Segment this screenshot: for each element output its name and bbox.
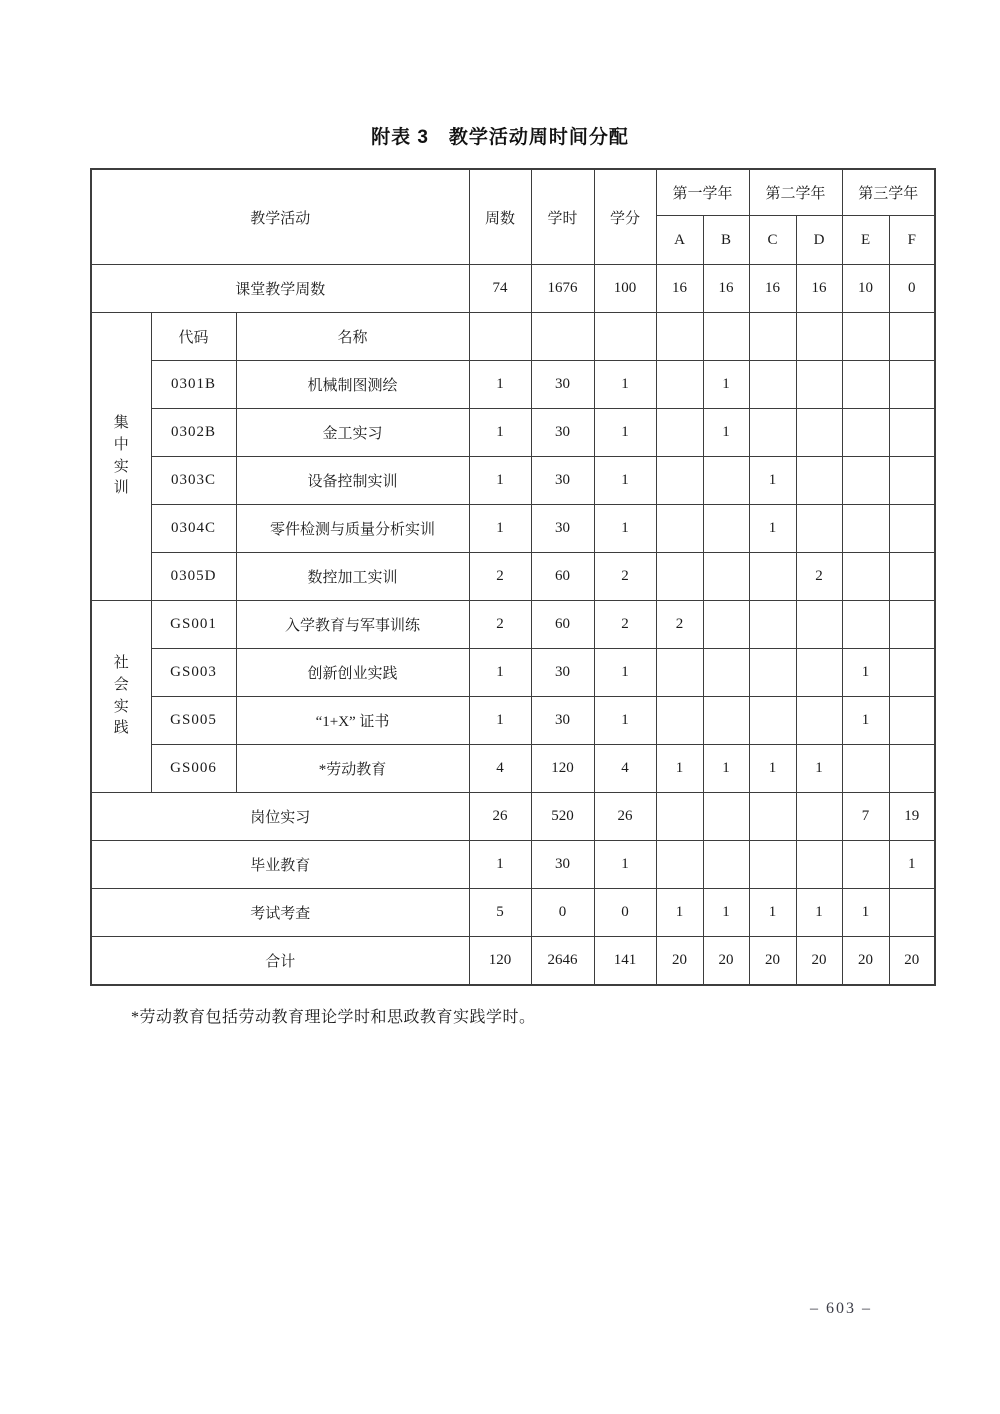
header-term-a: A [656, 216, 703, 265]
page-number: – 603 – [810, 1300, 872, 1317]
cell-term-a: 1 [656, 745, 703, 793]
cell-term-b [703, 697, 749, 745]
cell-term-c [749, 697, 796, 745]
cell-term-e: 7 [842, 793, 889, 841]
header-term-f: F [889, 216, 935, 265]
cell-term-d [796, 361, 842, 409]
group-label-vertical: 集中实训 [113, 415, 129, 497]
cell-term-f [889, 361, 935, 409]
cell-term-c [749, 841, 796, 889]
cell-term-b [703, 505, 749, 553]
cell-weeks: 120 [469, 937, 531, 986]
cell-term-f [889, 649, 935, 697]
cell-weeks: 1 [469, 697, 531, 745]
row-label: 考试考查 [91, 889, 469, 937]
cell-name: 数控加工实训 [236, 553, 469, 601]
cell-weeks: 5 [469, 889, 531, 937]
cell-name: 机械制图测绘 [236, 361, 469, 409]
row-label: 课堂教学周数 [91, 265, 469, 313]
header-term-d: D [796, 216, 842, 265]
cell-credits: 1 [594, 697, 656, 745]
cell-term-c [749, 553, 796, 601]
course-row [91, 505, 935, 553]
cell-code: GS006 [151, 745, 236, 793]
teaching-activity-table [90, 168, 936, 986]
cell-term-d [796, 841, 842, 889]
cell-term-f: 1 [889, 841, 935, 889]
cell-term-c: 1 [749, 745, 796, 793]
cell-term-a: 16 [656, 265, 703, 313]
cell-term-b: 1 [703, 889, 749, 937]
row-label: 毕业教育 [91, 841, 469, 889]
sub-header-name: 名称 [236, 313, 469, 361]
row-label: 岗位实习 [91, 793, 469, 841]
cell-term-c: 1 [749, 889, 796, 937]
header-term-e: E [842, 216, 889, 265]
sub-header-row [91, 313, 935, 361]
header-year1: 第一学年 [656, 169, 749, 216]
header-term-c: C [749, 216, 796, 265]
cell-term-e [842, 409, 889, 457]
cell-code: GS005 [151, 697, 236, 745]
cell-weeks: 1 [469, 505, 531, 553]
empty-cell [656, 313, 703, 361]
cell-code: 0305D [151, 553, 236, 601]
cell-credits: 1 [594, 649, 656, 697]
cell-term-b: 16 [703, 265, 749, 313]
header-year2: 第二学年 [749, 169, 842, 216]
cell-credits: 1 [594, 361, 656, 409]
cell-hours: 30 [531, 841, 594, 889]
cell-code: 0301B [151, 361, 236, 409]
cell-hours: 520 [531, 793, 594, 841]
cell-code: 0303C [151, 457, 236, 505]
cell-term-f: 19 [889, 793, 935, 841]
cell-term-e [842, 457, 889, 505]
cell-term-b: 1 [703, 409, 749, 457]
cell-hours: 30 [531, 457, 594, 505]
cell-hours: 0 [531, 889, 594, 937]
empty-cell [531, 313, 594, 361]
cell-term-f [889, 697, 935, 745]
cell-credits: 1 [594, 505, 656, 553]
cell-code: 0304C [151, 505, 236, 553]
cell-credits: 100 [594, 265, 656, 313]
cell-term-d [796, 457, 842, 505]
cell-term-c [749, 361, 796, 409]
cell-name: “1+X” 证书 [236, 697, 469, 745]
cell-term-e [842, 745, 889, 793]
course-row [91, 457, 935, 505]
group-concentrated-training [91, 313, 151, 601]
empty-cell [594, 313, 656, 361]
cell-term-b [703, 649, 749, 697]
cell-code: GS001 [151, 601, 236, 649]
cell-hours: 30 [531, 697, 594, 745]
course-row [91, 745, 935, 793]
course-row [91, 409, 935, 457]
cell-term-c: 1 [749, 457, 796, 505]
cell-term-e: 1 [842, 889, 889, 937]
cell-weeks: 2 [469, 553, 531, 601]
summary-row [91, 793, 935, 841]
cell-term-a [656, 793, 703, 841]
cell-term-e [842, 601, 889, 649]
cell-term-a [656, 409, 703, 457]
cell-weeks: 4 [469, 745, 531, 793]
cell-credits: 26 [594, 793, 656, 841]
cell-term-e: 10 [842, 265, 889, 313]
cell-name: 零件检测与质量分析实训 [236, 505, 469, 553]
cell-term-f [889, 889, 935, 937]
cell-term-d: 20 [796, 937, 842, 986]
cell-term-a [656, 361, 703, 409]
cell-term-b: 1 [703, 745, 749, 793]
cell-term-d [796, 697, 842, 745]
cell-term-c: 16 [749, 265, 796, 313]
cell-hours: 2646 [531, 937, 594, 986]
cell-term-e [842, 841, 889, 889]
footnote: *劳动教育包括劳动教育理论学时和思政教育实践学时。 [131, 1009, 536, 1026]
cell-term-e [842, 553, 889, 601]
cell-term-b: 1 [703, 361, 749, 409]
cell-weeks: 1 [469, 409, 531, 457]
course-row [91, 697, 935, 745]
cell-credits: 141 [594, 937, 656, 986]
cell-term-f [889, 505, 935, 553]
cell-hours: 30 [531, 361, 594, 409]
empty-cell [469, 313, 531, 361]
cell-term-d [796, 601, 842, 649]
cell-term-e [842, 361, 889, 409]
cell-code: GS003 [151, 649, 236, 697]
cell-name: 金工实习 [236, 409, 469, 457]
course-row [91, 361, 935, 409]
cell-weeks: 2 [469, 601, 531, 649]
header-credits: 学分 [594, 169, 656, 265]
cell-term-f [889, 553, 935, 601]
cell-credits: 1 [594, 841, 656, 889]
cell-hours: 30 [531, 649, 594, 697]
cell-term-c [749, 409, 796, 457]
cell-name: 入学教育与军事训练 [236, 601, 469, 649]
cell-term-a [656, 553, 703, 601]
cell-term-d: 1 [796, 745, 842, 793]
cell-weeks: 1 [469, 649, 531, 697]
cell-weeks: 1 [469, 841, 531, 889]
cell-term-d: 1 [796, 889, 842, 937]
cell-credits: 4 [594, 745, 656, 793]
cell-term-e [842, 505, 889, 553]
empty-cell [703, 313, 749, 361]
header-activity: 教学活动 [91, 169, 469, 265]
cell-weeks: 1 [469, 361, 531, 409]
empty-cell [842, 313, 889, 361]
course-row [91, 553, 935, 601]
cell-term-c [749, 649, 796, 697]
cell-term-a [656, 841, 703, 889]
cell-term-a: 2 [656, 601, 703, 649]
summary-row [91, 841, 935, 889]
group-label-vertical: 社会实践 [113, 655, 129, 737]
cell-weeks: 26 [469, 793, 531, 841]
cell-hours: 30 [531, 505, 594, 553]
cell-term-d: 16 [796, 265, 842, 313]
header-row-top [91, 169, 935, 216]
header-hours: 学时 [531, 169, 594, 265]
cell-term-b [703, 841, 749, 889]
course-row [91, 601, 935, 649]
cell-term-a: 1 [656, 889, 703, 937]
cell-term-d: 2 [796, 553, 842, 601]
summary-row [91, 889, 935, 937]
cell-credits: 2 [594, 553, 656, 601]
cell-term-d [796, 649, 842, 697]
cell-hours: 1676 [531, 265, 594, 313]
header-term-b: B [703, 216, 749, 265]
cell-term-a [656, 649, 703, 697]
cell-term-c [749, 793, 796, 841]
cell-term-f [889, 745, 935, 793]
cell-hours: 120 [531, 745, 594, 793]
cell-name: *劳动教育 [236, 745, 469, 793]
header-year3: 第三学年 [842, 169, 935, 216]
page-title: 附表 3 教学活动周时间分配 [371, 127, 629, 148]
cell-term-e: 1 [842, 697, 889, 745]
cell-term-b [703, 793, 749, 841]
cell-term-a [656, 505, 703, 553]
header-weeks: 周数 [469, 169, 531, 265]
cell-term-c: 20 [749, 937, 796, 986]
cell-name: 设备控制实训 [236, 457, 469, 505]
empty-cell [749, 313, 796, 361]
empty-cell [889, 313, 935, 361]
group-social-practice [91, 601, 151, 793]
cell-term-b: 20 [703, 937, 749, 986]
cell-term-c: 1 [749, 505, 796, 553]
cell-name: 创新创业实践 [236, 649, 469, 697]
cell-term-f: 0 [889, 265, 935, 313]
cell-term-f [889, 601, 935, 649]
cell-term-b [703, 457, 749, 505]
sub-header-code: 代码 [151, 313, 236, 361]
total-row [91, 937, 935, 986]
empty-cell [796, 313, 842, 361]
classroom-weeks-row [91, 265, 935, 313]
cell-hours: 30 [531, 409, 594, 457]
cell-term-a: 20 [656, 937, 703, 986]
cell-term-c [749, 601, 796, 649]
cell-term-e: 1 [842, 649, 889, 697]
cell-weeks: 74 [469, 265, 531, 313]
cell-term-d [796, 409, 842, 457]
cell-hours: 60 [531, 601, 594, 649]
cell-term-d [796, 793, 842, 841]
cell-term-b [703, 601, 749, 649]
cell-credits: 1 [594, 409, 656, 457]
cell-weeks: 1 [469, 457, 531, 505]
cell-term-a [656, 697, 703, 745]
cell-term-a [656, 457, 703, 505]
cell-term-b [703, 553, 749, 601]
cell-credits: 1 [594, 457, 656, 505]
cell-term-f: 20 [889, 937, 935, 986]
cell-credits: 2 [594, 601, 656, 649]
cell-hours: 60 [531, 553, 594, 601]
cell-term-f [889, 409, 935, 457]
cell-term-f [889, 457, 935, 505]
cell-term-d [796, 505, 842, 553]
cell-code: 0302B [151, 409, 236, 457]
cell-credits: 0 [594, 889, 656, 937]
cell-term-e: 20 [842, 937, 889, 986]
course-row [91, 649, 935, 697]
row-label: 合计 [91, 937, 469, 986]
